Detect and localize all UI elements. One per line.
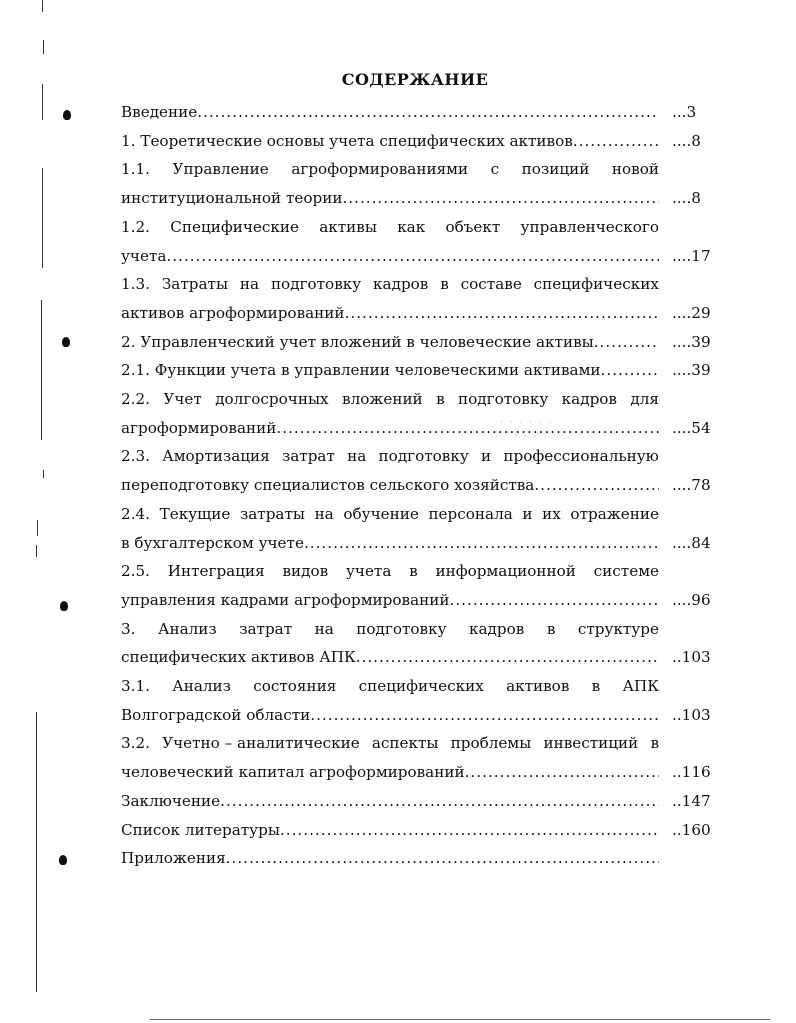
- toc-entry: [121, 787, 713, 816]
- toc-word: состояния: [253, 677, 337, 696]
- toc-word: персонала: [428, 504, 513, 523]
- toc-word: специфических: [358, 677, 484, 696]
- toc-word: 3.1.: [121, 677, 150, 696]
- toc-word: позиций: [521, 160, 590, 179]
- margin-line: [43, 40, 44, 54]
- toc-page-number: ....8: [672, 189, 701, 208]
- dot-leader: [345, 299, 659, 328]
- dot-leader: [594, 328, 659, 357]
- toc-entry: [121, 816, 713, 845]
- toc-entry-last-line: [121, 98, 659, 127]
- bullet-mark: [59, 855, 67, 865]
- toc-entry: [121, 385, 713, 442]
- toc-word: 3.: [121, 619, 136, 638]
- toc-word: информационной: [435, 562, 576, 581]
- toc-page-number: ..116: [672, 763, 711, 782]
- toc-entry-label: агроформирований: [121, 418, 277, 437]
- toc-word: учета: [345, 562, 392, 581]
- dot-leader: [573, 127, 659, 156]
- toc-word: активов: [506, 677, 570, 696]
- toc-entry: [121, 356, 713, 385]
- toc-entry-last-line: [121, 328, 659, 357]
- toc-word: долгосрочных: [215, 390, 329, 409]
- toc-entry-label: переподготовку специалистов сельского хозяйства: [121, 476, 535, 495]
- toc-word: Интеграция: [167, 562, 265, 581]
- toc-word: и: [481, 447, 492, 466]
- toc-page-number: ....78: [672, 476, 711, 495]
- toc-word: затрат: [239, 619, 293, 638]
- dot-leader: [465, 758, 659, 787]
- toc-entry-label: Введение: [121, 103, 198, 121]
- toc-entry: [121, 213, 713, 270]
- toc-entry-last-line: [121, 356, 659, 385]
- toc-entry-last-line: [121, 127, 659, 156]
- toc-word: Учет: [163, 390, 202, 409]
- toc-word: новой: [611, 160, 659, 179]
- toc-entry: [121, 672, 713, 729]
- toc-word: управленческого: [520, 217, 659, 236]
- toc-entry-last-line: [121, 299, 659, 328]
- toc-word: АПК: [622, 677, 659, 696]
- toc-page-number: ....96: [672, 590, 711, 609]
- toc-word: 3.2.: [121, 734, 150, 753]
- toc-page-number: ....8: [672, 131, 701, 150]
- toc-entry-last-line: [121, 816, 659, 845]
- toc-entry-last-line: [121, 701, 659, 730]
- dot-leader: [450, 586, 659, 615]
- toc-word: затрат: [281, 447, 335, 466]
- toc-word: 2.3.: [121, 447, 150, 466]
- toc-entry-label: человеческий капитал агроформирований: [121, 763, 465, 782]
- toc-entry-line: [121, 213, 659, 242]
- toc-entry-line: [121, 500, 659, 529]
- toc-page-number: ....39: [672, 361, 711, 380]
- toc-word: составе: [460, 275, 522, 294]
- toc-word: в: [591, 677, 601, 696]
- toc-entry-line: [121, 557, 659, 586]
- toc-word: кадров: [469, 619, 525, 638]
- toc-entry-last-line: [121, 414, 659, 443]
- toc-entry: [121, 844, 713, 873]
- dot-leader: [304, 529, 659, 558]
- toc-entry-last-line: [121, 758, 659, 787]
- toc-word: на: [314, 619, 334, 638]
- toc-word: Затраты: [161, 275, 229, 294]
- dot-leader: [197, 98, 659, 127]
- toc-entry: [121, 270, 713, 327]
- toc-entry: [121, 729, 713, 786]
- toc-word: с: [490, 160, 500, 179]
- toc-word: объект: [445, 217, 501, 236]
- toc-entry-line: [121, 729, 659, 758]
- bullet-mark: [62, 337, 70, 347]
- toc-word: кадров: [561, 390, 617, 409]
- toc-word: Управление: [172, 160, 269, 179]
- toc-word: и: [522, 504, 533, 523]
- toc-word: профессиональную: [503, 447, 659, 466]
- scan-smudge: · · · · · ·: [500, 418, 554, 428]
- bottom-edge-line: [150, 1019, 770, 1020]
- toc-entry-label: Приложения: [121, 849, 226, 868]
- toc-entry-line: [121, 385, 659, 414]
- toc-word: 2.4.: [121, 504, 150, 523]
- toc-word: 2.5.: [121, 562, 150, 581]
- toc-entry-label: институциональной теории: [121, 189, 343, 208]
- dot-leader: [276, 414, 659, 443]
- dot-leader: [220, 787, 659, 816]
- toc-entry-line: [121, 442, 659, 471]
- margin-line: [36, 712, 37, 992]
- toc-entry: [121, 615, 713, 672]
- margin-line: [42, 84, 43, 120]
- margin-line: [41, 300, 42, 440]
- toc-word: активы: [319, 217, 377, 236]
- toc-word: их: [542, 504, 561, 523]
- toc-word: в: [546, 619, 556, 638]
- toc-word: 1.1.: [121, 160, 150, 179]
- toc-page-number: ..160: [672, 820, 711, 839]
- toc-word: подготовку: [458, 390, 549, 409]
- toc-word: Анализ: [172, 677, 231, 696]
- toc-word: Анализ: [157, 619, 217, 638]
- toc-entry-label: специфических активов АПК: [121, 648, 356, 667]
- dot-leader: [342, 184, 659, 213]
- toc-word: 1.2.: [121, 217, 150, 236]
- dot-leader: [356, 643, 659, 672]
- toc-word: агроформированиями: [291, 160, 469, 179]
- toc-word: Амортизация: [162, 447, 270, 466]
- toc-word: инвестиций: [543, 734, 639, 753]
- toc-word: вложений: [342, 390, 423, 409]
- toc-entry-label: Волгоградской области: [121, 705, 311, 724]
- toc-entry: [121, 500, 713, 557]
- margin-line: [42, 0, 43, 12]
- toc-word: для: [630, 390, 659, 409]
- toc-word: видов: [282, 562, 329, 581]
- toc-entry-last-line: [121, 787, 659, 816]
- toc-entry-last-line: [121, 184, 659, 213]
- toc-word: как: [397, 217, 426, 236]
- dot-leader: [310, 701, 659, 730]
- scan-smudge: · · · · · · ·: [495, 432, 559, 442]
- dot-leader: [280, 816, 659, 845]
- page-title: СОДЕРЖАНИЕ: [341, 70, 489, 89]
- toc-entry-last-line: [121, 586, 659, 615]
- toc-page-number: ....54: [672, 418, 711, 437]
- toc-page-number: ....29: [672, 303, 711, 322]
- toc-entry-label: 2.1. Функции учета в управлении человеческими активами: [121, 361, 601, 380]
- toc-word: 1.3.: [121, 275, 150, 294]
- toc-word: системе: [593, 562, 659, 581]
- table-of-contents: [121, 98, 713, 873]
- toc-word: отражение: [570, 504, 659, 523]
- toc-word: в: [409, 562, 418, 581]
- toc-word: в: [650, 734, 659, 753]
- toc-page-number: ..103: [672, 705, 711, 724]
- margin-line: [36, 545, 37, 557]
- dot-leader: [166, 242, 659, 271]
- toc-entry-label: управления кадрами агроформирований: [121, 590, 450, 609]
- toc-entry-label: Заключение: [121, 791, 221, 810]
- margin-line: [42, 168, 43, 268]
- toc-word: структуре: [577, 619, 659, 638]
- toc-entry: [121, 127, 713, 156]
- toc-entry-line: [121, 270, 659, 299]
- toc-entry: [121, 98, 713, 127]
- toc-word: аспекты: [371, 734, 439, 753]
- toc-entry-last-line: [121, 242, 659, 271]
- toc-entry-line: [121, 615, 659, 644]
- toc-entry-label: учета: [121, 246, 167, 265]
- toc-entry-last-line: [121, 529, 659, 558]
- bullet-mark: [63, 110, 71, 120]
- dot-leader: [534, 471, 659, 500]
- toc-word: на: [347, 447, 367, 466]
- toc-entry: [121, 442, 713, 499]
- toc-word: подготовку: [378, 447, 469, 466]
- toc-entry-last-line: [121, 844, 659, 873]
- toc-page-number: ....17: [672, 246, 711, 265]
- toc-word: в: [440, 275, 449, 294]
- toc-entry-label: 1. Теоретические основы учета специфических активов: [121, 131, 573, 150]
- margin-line: [37, 520, 38, 536]
- toc-page-number: ...3: [672, 103, 697, 121]
- toc-entry-label: активов агроформирований: [121, 303, 345, 322]
- toc-word: в: [436, 390, 445, 409]
- toc-word: подготовку: [270, 275, 362, 294]
- margin-line: [43, 470, 44, 478]
- toc-word: кадров: [373, 275, 429, 294]
- toc-entry: [121, 328, 713, 357]
- toc-word: Специфические: [170, 217, 299, 236]
- toc-word: специфических: [533, 275, 659, 294]
- toc-entry-label: в бухгалтерском учете: [121, 533, 304, 552]
- toc-page-number: ....84: [672, 533, 711, 552]
- toc-entry: [121, 155, 713, 212]
- toc-entry-label: Список литературы: [121, 820, 280, 839]
- dot-leader: [601, 356, 659, 385]
- toc-word: 2.2.: [121, 390, 150, 409]
- dot-leader: [226, 844, 659, 873]
- bullet-mark: [60, 601, 68, 611]
- toc-entry-label: 2. Управленческий учет вложений в человеческие активы: [121, 332, 594, 351]
- toc-word: Учетно – аналитические: [162, 734, 360, 753]
- toc-entry-line: [121, 672, 659, 701]
- toc-entry: [121, 557, 713, 614]
- toc-word: проблемы: [450, 734, 532, 753]
- toc-entry-last-line: [121, 471, 659, 500]
- toc-word: Текущие: [159, 504, 231, 523]
- toc-word: на: [314, 504, 334, 523]
- toc-word: подготовку: [356, 619, 447, 638]
- toc-entry-line: [121, 155, 659, 184]
- toc-word: обучение: [343, 504, 419, 523]
- toc-entry-last-line: [121, 643, 659, 672]
- toc-page-number: ....39: [672, 332, 711, 351]
- toc-word: затраты: [239, 504, 305, 523]
- toc-page-number: ..147: [672, 791, 711, 810]
- toc-word: на: [239, 275, 260, 294]
- toc-page-number: ..103: [672, 648, 711, 667]
